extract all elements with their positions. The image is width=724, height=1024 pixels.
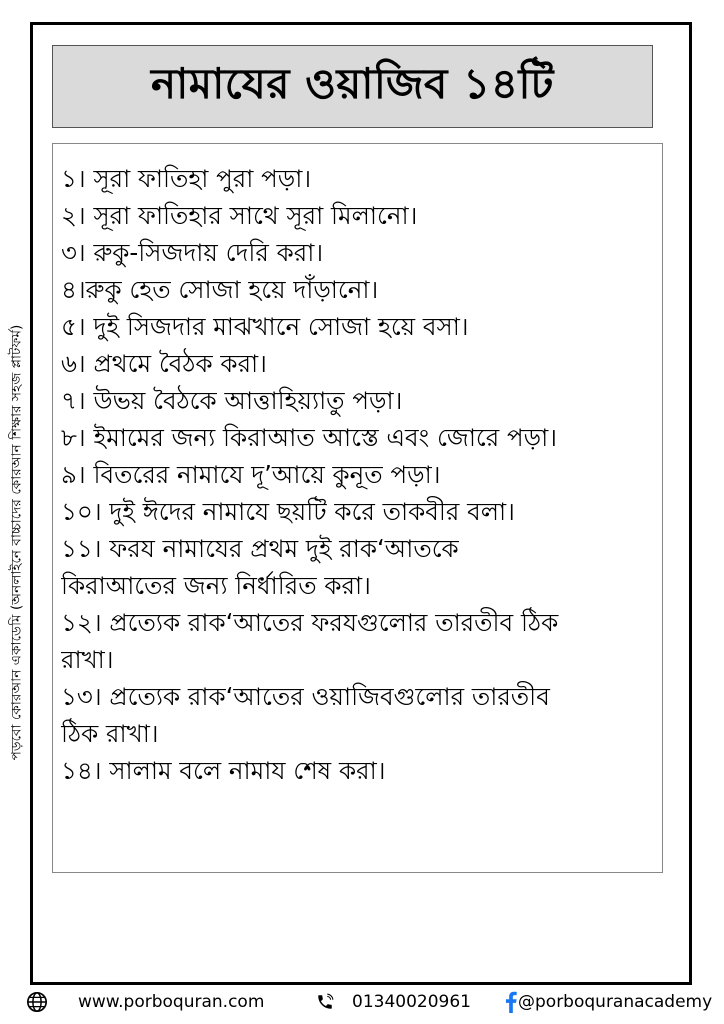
- list-item: ১৪। সালাম বলে নামায শেষ করা।: [61, 756, 386, 785]
- list-item: ৭। উভয় বৈঠকে আত্তাহিয়্যাতু পড়া।: [61, 386, 403, 415]
- list-item: ১০। দুই ঈদের নামাযে ছয়টি করে তাকবীর বলা।: [61, 497, 515, 526]
- globe-icon: [26, 991, 48, 1013]
- website-link[interactable]: www.porboquran.com: [78, 992, 265, 1012]
- facebook-icon: [504, 991, 518, 1013]
- list-item: ৩। রুকু-সিজদায় দেরি করা।: [61, 238, 324, 267]
- list-item: ৫। দুই সিজদার মাঝখানে সোজা হয়ে বসা।: [61, 312, 469, 341]
- facebook-handle[interactable]: @porboquranacademy: [518, 992, 713, 1012]
- list-item: ৪।রুকু হেত সোজা হয়ে দাঁড়ানো।: [61, 275, 379, 304]
- title-banner: [52, 45, 653, 128]
- list-item: ২। সূরা ফাতিহার সাথে সূরা মিলানো।: [61, 201, 418, 230]
- list-item-continuation: রাখা।: [61, 645, 114, 674]
- side-academy-label: পড়বো কোরআন একাডেমি (অনলাইনে বাচ্চাদের কোরআন শিক্ষার সহজ প্লাটফর্ম): [8, 324, 25, 760]
- list-item-continuation: কিরাআতের জন্য নির্ধারিত করা।: [61, 571, 371, 600]
- phone-number[interactable]: 01340020961: [352, 992, 471, 1012]
- list-item: ১১। ফরয নামাযের প্রথম দুই রাক‘আতকে: [61, 534, 459, 563]
- list-item: ১৩। প্রত্যেক রাক‘আতের ওয়াজিবগুলোর তারতীব: [61, 682, 550, 711]
- list-item: ১২। প্রত্যেক রাক‘আতের ফরযগুলোর তারতীব ঠিক: [61, 608, 559, 637]
- page-title: নামাযের ওয়াজিব ১৪টি: [151, 59, 554, 108]
- list-item: ৯। বিতরের নামাযে দূ’আয়ে কুনূত পড়া।: [61, 460, 441, 489]
- footer: [0, 990, 724, 1018]
- list-item: ৮। ইমামের জন্য কিরাআত আস্তে এবং জোরে পড়া।: [61, 423, 558, 452]
- list-item-continuation: ঠিক রাখা।: [61, 719, 159, 748]
- wajib-list: [52, 143, 663, 873]
- list-item: ১। সূরা ফাতিহা পুরা পড়া।: [61, 164, 312, 193]
- list-item: ৬। প্রথমে বৈঠক করা।: [61, 349, 267, 378]
- side-academy-text: [4, 229, 30, 855]
- phone-icon: [316, 993, 334, 1011]
